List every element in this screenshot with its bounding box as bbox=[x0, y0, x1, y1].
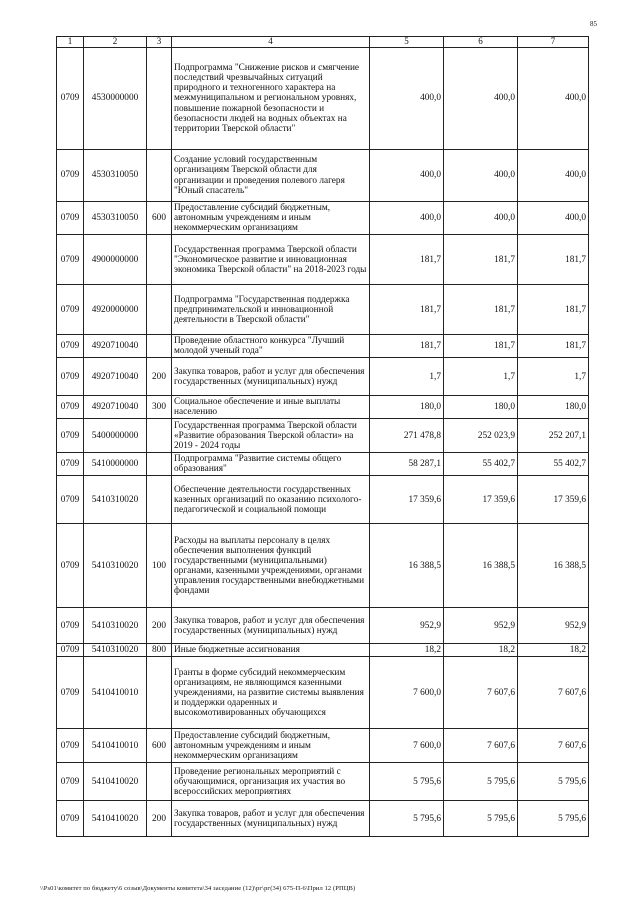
table-body bbox=[57, 48, 589, 837]
budget-table bbox=[56, 36, 589, 837]
amount-year1-cell: 181,7 bbox=[370, 335, 444, 358]
section-code-cell: 0709 bbox=[57, 419, 84, 453]
target-code-cell: 4920710040 bbox=[84, 396, 147, 419]
column-header-6: 6 bbox=[444, 37, 518, 48]
table-row bbox=[57, 476, 589, 524]
amount-year3-cell: 55 402,7 bbox=[518, 453, 589, 476]
expense-type-cell bbox=[147, 335, 172, 358]
table-row bbox=[57, 801, 589, 837]
target-code-cell: 5410000000 bbox=[84, 453, 147, 476]
amount-year2-cell: 181,7 bbox=[444, 235, 518, 285]
table-row bbox=[57, 419, 589, 453]
amount-year3-cell: 7 607,6 bbox=[518, 729, 589, 763]
section-code-cell: 0709 bbox=[57, 524, 84, 608]
amount-year1-cell: 271 478,8 bbox=[370, 419, 444, 453]
table-row bbox=[57, 285, 589, 335]
amount-year3-cell: 18,2 bbox=[518, 644, 589, 657]
amount-year1-cell: 400,0 bbox=[370, 48, 444, 150]
expense-type-cell: 100 bbox=[147, 524, 172, 608]
section-code-cell: 0709 bbox=[57, 644, 84, 657]
amount-year2-cell: 7 607,6 bbox=[444, 729, 518, 763]
column-header-5: 5 bbox=[370, 37, 444, 48]
item-name-cell: Государственная программа Тверской области «Развитие образования Тверской области» на 2019 - 2024 годы bbox=[172, 419, 370, 453]
amount-year2-cell: 18,2 bbox=[444, 644, 518, 657]
section-code-cell: 0709 bbox=[57, 729, 84, 763]
amount-year1-cell: 16 388,5 bbox=[370, 524, 444, 608]
table-row bbox=[57, 453, 589, 476]
section-code-cell: 0709 bbox=[57, 657, 84, 729]
page-number: 85 bbox=[590, 20, 597, 28]
amount-year2-cell: 7 607,6 bbox=[444, 657, 518, 729]
expense-type-cell: 600 bbox=[147, 729, 172, 763]
section-code-cell: 0709 bbox=[57, 285, 84, 335]
section-code-cell: 0709 bbox=[57, 48, 84, 150]
amount-year2-cell: 17 359,6 bbox=[444, 476, 518, 524]
table-row bbox=[57, 657, 589, 729]
amount-year1-cell: 17 359,6 bbox=[370, 476, 444, 524]
target-code-cell: 5410410010 bbox=[84, 657, 147, 729]
amount-year2-cell: 400,0 bbox=[444, 48, 518, 150]
amount-year3-cell: 5 795,6 bbox=[518, 801, 589, 837]
item-name-cell: Закупка товаров, работ и услуг для обеспечения государственных (муниципальных) нужд bbox=[172, 608, 370, 644]
amount-year3-cell: 400,0 bbox=[518, 202, 589, 235]
item-name-cell: Проведение региональных мероприятий с обучающимися, организация их участия во всероссийских мероприятиях bbox=[172, 763, 370, 801]
column-header-3: 3 bbox=[147, 37, 172, 48]
expense-type-cell: 200 bbox=[147, 358, 172, 396]
amount-year1-cell: 5 795,6 bbox=[370, 801, 444, 837]
section-code-cell: 0709 bbox=[57, 235, 84, 285]
amount-year3-cell: 180,0 bbox=[518, 396, 589, 419]
item-name-cell: Социальное обеспечение и иные выплаты населению bbox=[172, 396, 370, 419]
table-row bbox=[57, 335, 589, 358]
column-header-2: 2 bbox=[84, 37, 147, 48]
expense-type-cell bbox=[147, 453, 172, 476]
expense-type-cell bbox=[147, 150, 172, 202]
amount-year3-cell: 252 207,1 bbox=[518, 419, 589, 453]
item-name-cell: Проведение областного конкурса "Лучший молодой ученый года" bbox=[172, 335, 370, 358]
target-code-cell: 4530000000 bbox=[84, 48, 147, 150]
amount-year1-cell: 58 287,1 bbox=[370, 453, 444, 476]
table-row bbox=[57, 608, 589, 644]
target-code-cell: 5410310020 bbox=[84, 524, 147, 608]
amount-year2-cell: 16 388,5 bbox=[444, 524, 518, 608]
expense-type-cell bbox=[147, 48, 172, 150]
item-name-cell: Расходы на выплаты персоналу в целях обеспечения выполнения функций государственными (муниципальными) органами, казенными учреждениями, органами управления государственными внебюджетными фондами bbox=[172, 524, 370, 608]
expense-type-cell: 200 bbox=[147, 801, 172, 837]
table-row bbox=[57, 763, 589, 801]
expense-type-cell bbox=[147, 657, 172, 729]
amount-year3-cell: 400,0 bbox=[518, 150, 589, 202]
table-row bbox=[57, 644, 589, 657]
target-code-cell: 5410310020 bbox=[84, 644, 147, 657]
amount-year3-cell: 952,9 bbox=[518, 608, 589, 644]
target-code-cell: 4920000000 bbox=[84, 285, 147, 335]
section-code-cell: 0709 bbox=[57, 202, 84, 235]
expense-type-cell bbox=[147, 763, 172, 801]
target-code-cell: 5400000000 bbox=[84, 419, 147, 453]
section-code-cell: 0709 bbox=[57, 608, 84, 644]
item-name-cell: Предоставление субсидий бюджетным, автономным учреждениям и иным некоммерческим организациям bbox=[172, 202, 370, 235]
section-code-cell: 0709 bbox=[57, 801, 84, 837]
target-code-cell: 5410310020 bbox=[84, 608, 147, 644]
amount-year1-cell: 400,0 bbox=[370, 202, 444, 235]
amount-year3-cell: 181,7 bbox=[518, 285, 589, 335]
target-code-cell: 4530310050 bbox=[84, 150, 147, 202]
amount-year3-cell: 400,0 bbox=[518, 48, 589, 150]
amount-year2-cell: 55 402,7 bbox=[444, 453, 518, 476]
item-name-cell: Подпрограмма "Снижение рисков и смягчение последствий чрезвычайных ситуаций природного и техногенного характера на межмуниципальном и региональном уровнях, повышение пожарной безопасности и безопасности людей на водных объектах на территории Тверской области" bbox=[172, 48, 370, 150]
expense-type-cell: 600 bbox=[147, 202, 172, 235]
target-code-cell: 5410410020 bbox=[84, 801, 147, 837]
item-name-cell: Подпрограмма "Государственная поддержка предпринимательской и инновационной деятельности в Тверской области" bbox=[172, 285, 370, 335]
target-code-cell: 5410310020 bbox=[84, 476, 147, 524]
footer-path: \\Ps01\комитет по бюджету\6 созыв\Документы комитета\34 заседание (12)\рг\рг(34) 675-П-6\Прил 12 (РПЦВ) bbox=[40, 885, 356, 892]
amount-year1-cell: 7 600,0 bbox=[370, 729, 444, 763]
amount-year1-cell: 180,0 bbox=[370, 396, 444, 419]
item-name-cell: Обеспечение деятельности государственных казенных организаций по оказанию психолого-педагогической и социальной помощи bbox=[172, 476, 370, 524]
amount-year3-cell: 5 795,6 bbox=[518, 763, 589, 801]
amount-year1-cell: 400,0 bbox=[370, 150, 444, 202]
amount-year3-cell: 1,7 bbox=[518, 358, 589, 396]
expense-type-cell: 800 bbox=[147, 644, 172, 657]
table-row bbox=[57, 729, 589, 763]
amount-year2-cell: 181,7 bbox=[444, 335, 518, 358]
amount-year1-cell: 5 795,6 bbox=[370, 763, 444, 801]
expense-type-cell bbox=[147, 476, 172, 524]
expense-type-cell: 300 bbox=[147, 396, 172, 419]
item-name-cell: Государственная программа Тверской области "Экономическое развитие и инновационная экономика Тверской области" на 2018-2023 годы bbox=[172, 235, 370, 285]
amount-year1-cell: 181,7 bbox=[370, 235, 444, 285]
target-code-cell: 5410410010 bbox=[84, 729, 147, 763]
target-code-cell: 4920710040 bbox=[84, 335, 147, 358]
amount-year1-cell: 952,9 bbox=[370, 608, 444, 644]
amount-year3-cell: 7 607,6 bbox=[518, 657, 589, 729]
amount-year3-cell: 16 388,5 bbox=[518, 524, 589, 608]
amount-year3-cell: 181,7 bbox=[518, 235, 589, 285]
amount-year1-cell: 18,2 bbox=[370, 644, 444, 657]
amount-year2-cell: 5 795,6 bbox=[444, 801, 518, 837]
amount-year1-cell: 181,7 bbox=[370, 285, 444, 335]
section-code-cell: 0709 bbox=[57, 335, 84, 358]
target-code-cell: 4530310050 bbox=[84, 202, 147, 235]
amount-year1-cell: 7 600,0 bbox=[370, 657, 444, 729]
table-row bbox=[57, 235, 589, 285]
column-header-1: 1 bbox=[57, 37, 84, 48]
item-name-cell: Закупка товаров, работ и услуг для обеспечения государственных (муниципальных) нужд bbox=[172, 358, 370, 396]
amount-year2-cell: 5 795,6 bbox=[444, 763, 518, 801]
table-row bbox=[57, 202, 589, 235]
amount-year2-cell: 181,7 bbox=[444, 285, 518, 335]
item-name-cell: Подпрограмма "Развитие системы общего образования" bbox=[172, 453, 370, 476]
item-name-cell: Предоставление субсидий бюджетным, автономным учреждениям и иным некоммерческим организациям bbox=[172, 729, 370, 763]
section-code-cell: 0709 bbox=[57, 396, 84, 419]
table-row bbox=[57, 48, 589, 150]
column-header-7: 7 bbox=[518, 37, 589, 48]
amount-year3-cell: 181,7 bbox=[518, 335, 589, 358]
expense-type-cell bbox=[147, 235, 172, 285]
section-code-cell: 0709 bbox=[57, 476, 84, 524]
column-header-4: 4 bbox=[172, 37, 370, 48]
expense-type-cell: 200 bbox=[147, 608, 172, 644]
section-code-cell: 0709 bbox=[57, 358, 84, 396]
item-name-cell: Иные бюджетные ассигнования bbox=[172, 644, 370, 657]
amount-year2-cell: 180,0 bbox=[444, 396, 518, 419]
amount-year2-cell: 1,7 bbox=[444, 358, 518, 396]
target-code-cell: 4900000000 bbox=[84, 235, 147, 285]
target-code-cell: 5410410020 bbox=[84, 763, 147, 801]
section-code-cell: 0709 bbox=[57, 763, 84, 801]
item-name-cell: Закупка товаров, работ и услуг для обеспечения государственных (муниципальных) нужд bbox=[172, 801, 370, 837]
item-name-cell: Создание условий государственным организациям Тверской области для организации и проведения полевого лагеря "Юный спасатель" bbox=[172, 150, 370, 202]
table-row bbox=[57, 358, 589, 396]
section-code-cell: 0709 bbox=[57, 150, 84, 202]
amount-year2-cell: 252 023,9 bbox=[444, 419, 518, 453]
amount-year2-cell: 952,9 bbox=[444, 608, 518, 644]
table-row bbox=[57, 150, 589, 202]
target-code-cell: 4920710040 bbox=[84, 358, 147, 396]
amount-year2-cell: 400,0 bbox=[444, 202, 518, 235]
amount-year2-cell: 400,0 bbox=[444, 150, 518, 202]
section-code-cell: 0709 bbox=[57, 453, 84, 476]
table-row bbox=[57, 396, 589, 419]
amount-year1-cell: 1,7 bbox=[370, 358, 444, 396]
amount-year3-cell: 17 359,6 bbox=[518, 476, 589, 524]
header-row bbox=[57, 37, 589, 48]
table-row bbox=[57, 524, 589, 608]
expense-type-cell bbox=[147, 419, 172, 453]
item-name-cell: Гранты в форме субсидий некоммерческим организациям, не являющимся казенными учреждениями, на развитие системы выявления и поддержки одаренных и высокомотивированных обучающихся bbox=[172, 657, 370, 729]
expense-type-cell bbox=[147, 285, 172, 335]
